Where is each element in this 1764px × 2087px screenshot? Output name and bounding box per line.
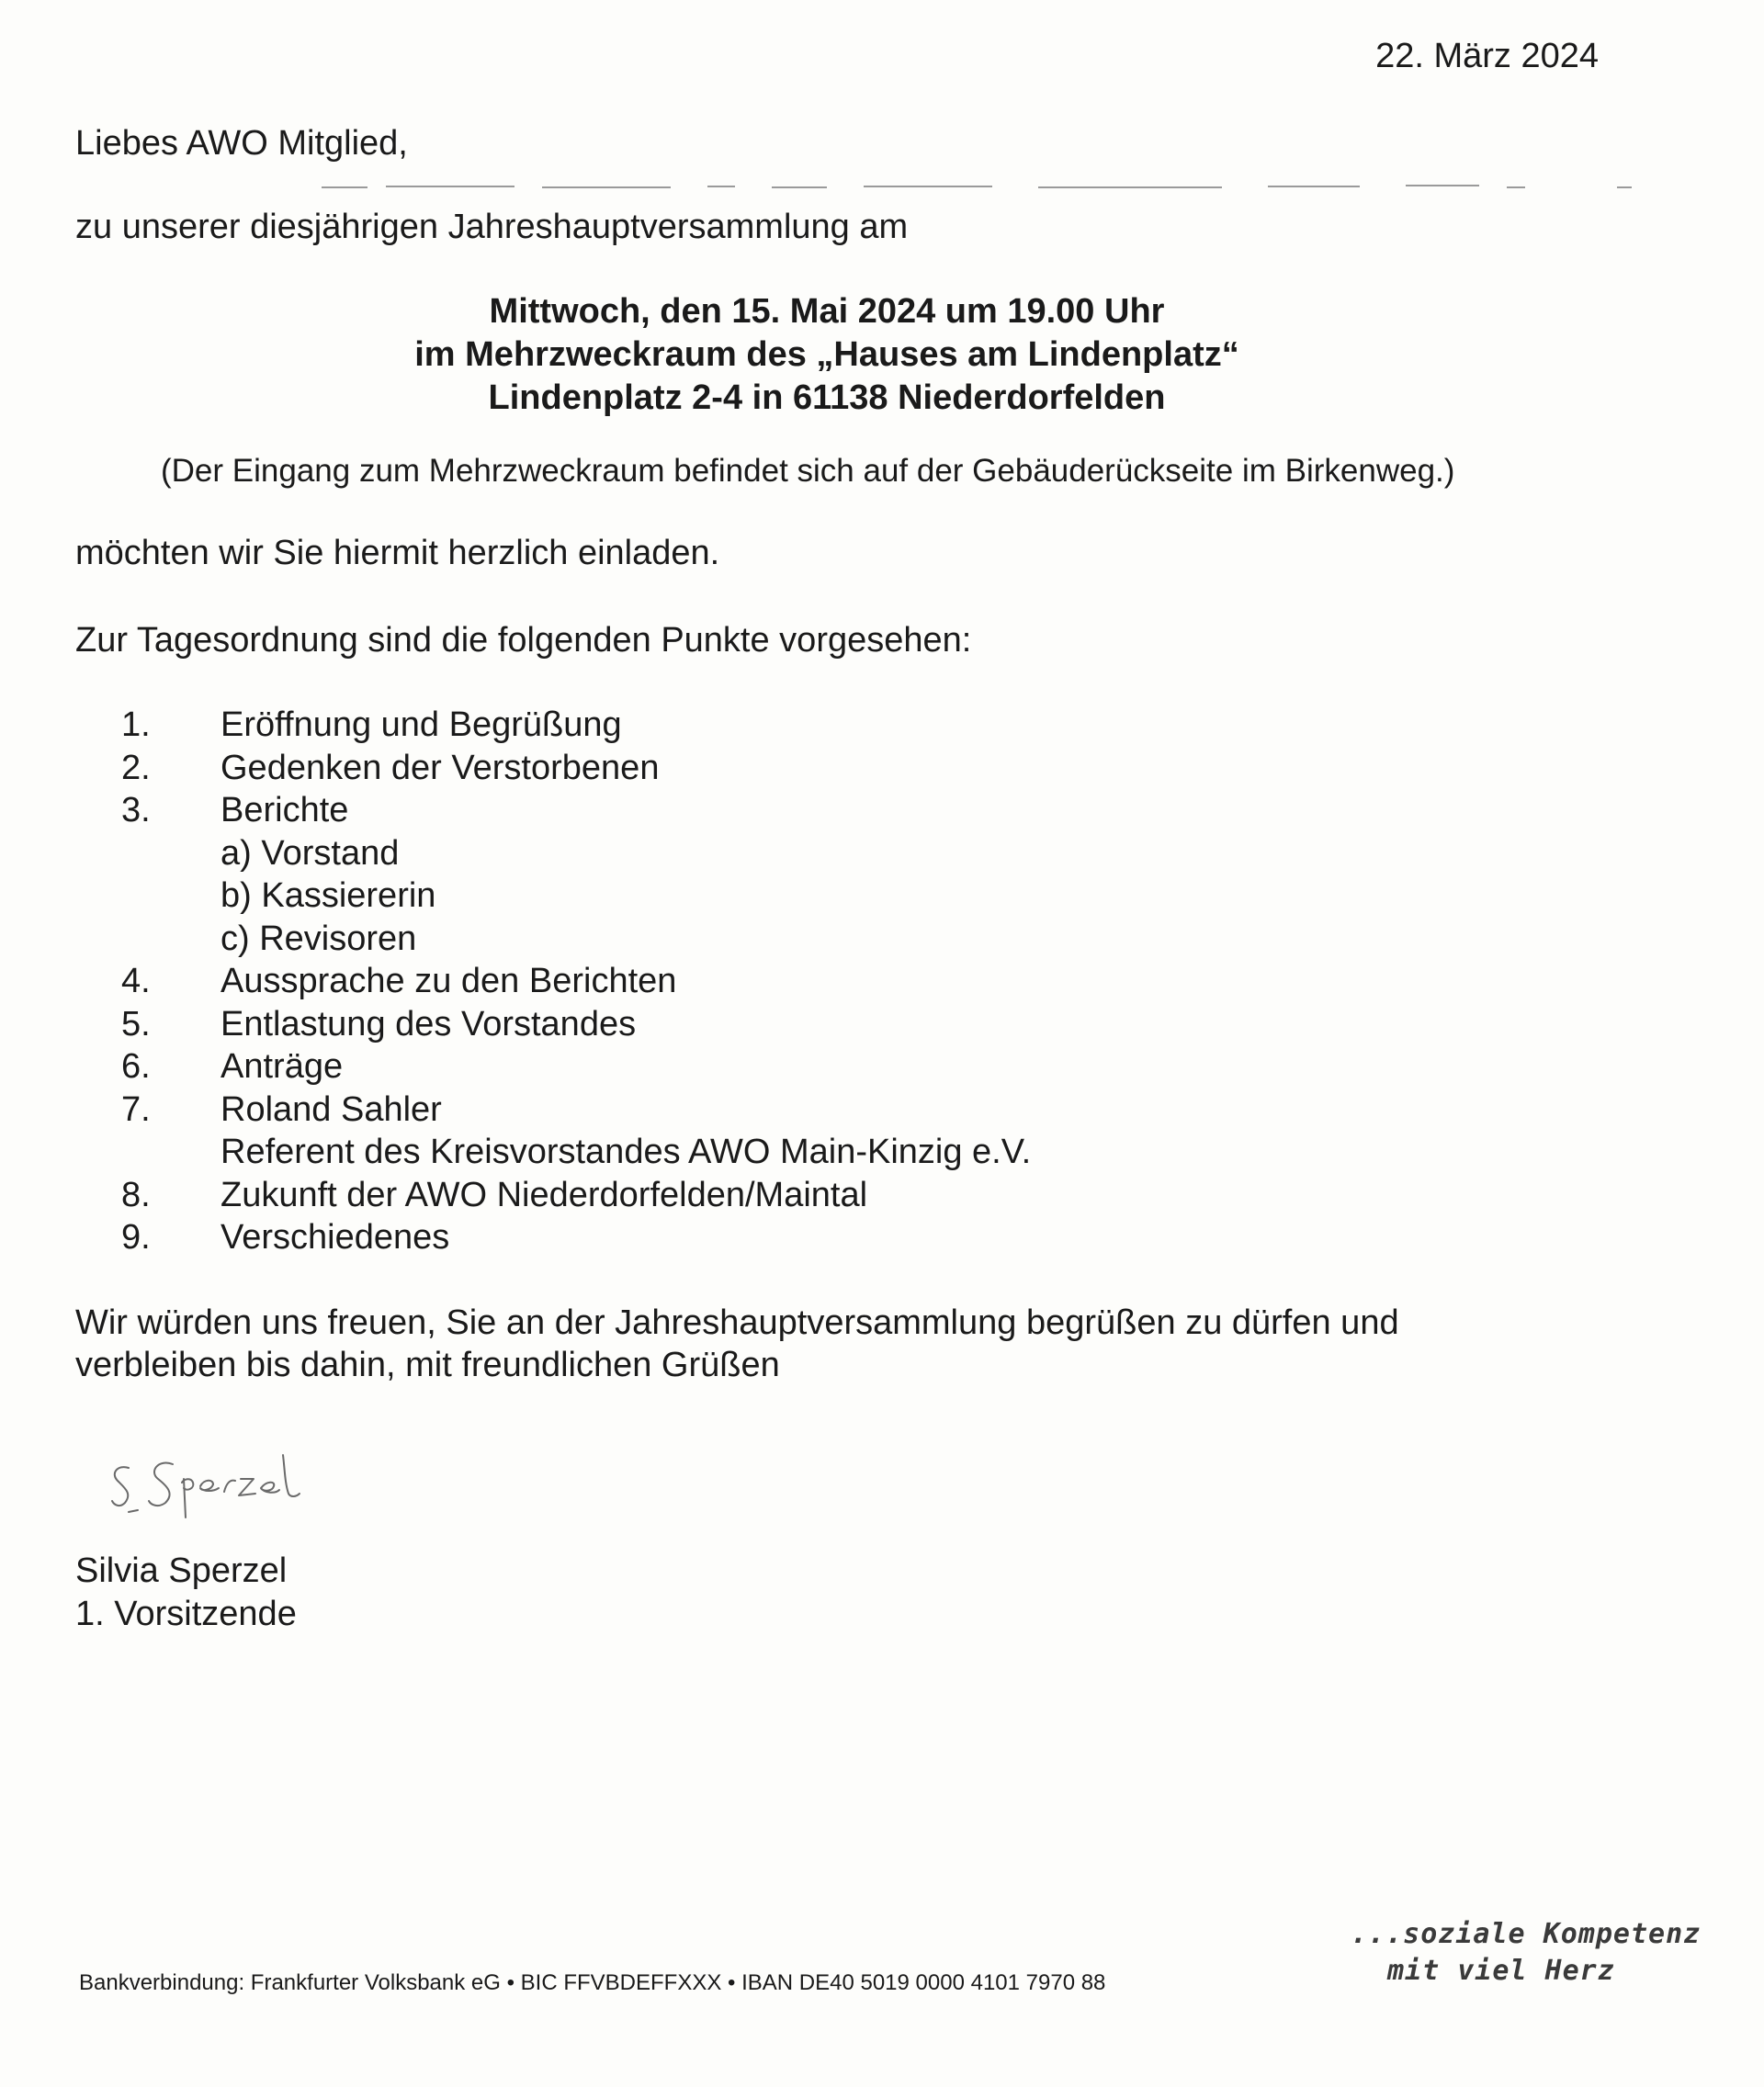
- agenda-item-number: 8.: [121, 1175, 151, 1214]
- agenda-item-number: 1.: [121, 705, 151, 744]
- agenda-item-label: Anträge: [220, 1047, 344, 1086]
- salutation: Liebes AWO Mitglied,: [75, 124, 408, 163]
- footer-slogan: [1351, 1916, 1702, 1990]
- agenda-item-label: Roland Sahler: [220, 1089, 442, 1129]
- scan-artifact-dashes: [312, 184, 1635, 191]
- agenda-item-label: Zukunft der AWO Niederdorfelden/Maintal: [220, 1175, 868, 1214]
- agenda-item-label: Gedenken der Verstorbenen: [220, 748, 660, 787]
- agenda-item-label: c) Revisoren: [220, 919, 417, 958]
- agenda-item-label: Referent des Kreisvorstandes AWO Main-Kinzig e.V.: [220, 1133, 1032, 1171]
- letter-date: 22. März 2024: [1375, 37, 1599, 75]
- agenda-item-label: Aussprache zu den Berichten: [220, 962, 677, 1000]
- agenda-item-number: 3.: [121, 791, 151, 829]
- agenda-item-label: a) Vorstand: [220, 833, 400, 873]
- slogan-line: ...soziale Kompetenz: [1351, 1918, 1702, 1950]
- signer-role: 1. Vorsitzende: [75, 1595, 297, 1633]
- agenda-item-number: 4.: [121, 962, 151, 1000]
- event-venue: im Mehrzweckraum des „Hauses am Lindenplatz“: [414, 335, 1239, 374]
- closing-text: [75, 1302, 1399, 1386]
- intro-text: zu unserer diesjährigen Jahreshauptversammlung am: [75, 208, 909, 246]
- handwritten-signature: [101, 1451, 377, 1543]
- slogan-line: mit viel Herz: [1387, 1955, 1615, 1987]
- closing-line: verbleiben bis dahin, mit freundlichen Grüßen: [75, 1346, 780, 1384]
- agenda-item-label: Entlastung des Vorstandes: [220, 1004, 637, 1044]
- agenda-item-label: Verschiedenes: [220, 1218, 450, 1257]
- agenda-item-number: 9.: [121, 1218, 151, 1257]
- agenda-item-label: Berichte: [220, 791, 349, 829]
- agenda-item-label: Eröffnung und Begrüßung: [220, 705, 622, 744]
- agenda-item-label: b) Kassiererin: [220, 876, 436, 915]
- event-details: [0, 290, 1654, 420]
- signer-name: Silvia Sperzel: [75, 1551, 288, 1590]
- agenda-item-number: 2.: [121, 748, 151, 787]
- footer-bank-details: Bankverbindung: Frankfurter Volksbank eG • BIC FFVBDEFFXXX • IBAN DE40 5019 0000 4101 7970 88: [79, 1970, 1106, 1995]
- agenda-item-number: 5.: [121, 1004, 151, 1044]
- agenda-item-number: 6.: [121, 1047, 151, 1086]
- entrance-note: (Der Eingang zum Mehrzweckraum befindet sich auf der Gebäuderückseite im Birkenweg.): [161, 453, 1455, 489]
- agenda-intro: Zur Tagesordnung sind die folgenden Punkte vorgesehen:: [75, 621, 972, 660]
- invite-text: möchten wir Sie hiermit herzlich einladen.: [75, 534, 720, 572]
- agenda-item-number: 7.: [121, 1089, 151, 1129]
- event-date-time: Mittwoch, den 15. Mai 2024 um 19.00 Uhr: [489, 292, 1165, 331]
- event-address: Lindenplatz 2-4 in 61138 Niederdorfelden: [488, 378, 1166, 417]
- closing-line: Wir würden uns freuen, Sie an der Jahreshauptversammlung begrüßen zu dürfen und: [75, 1303, 1399, 1342]
